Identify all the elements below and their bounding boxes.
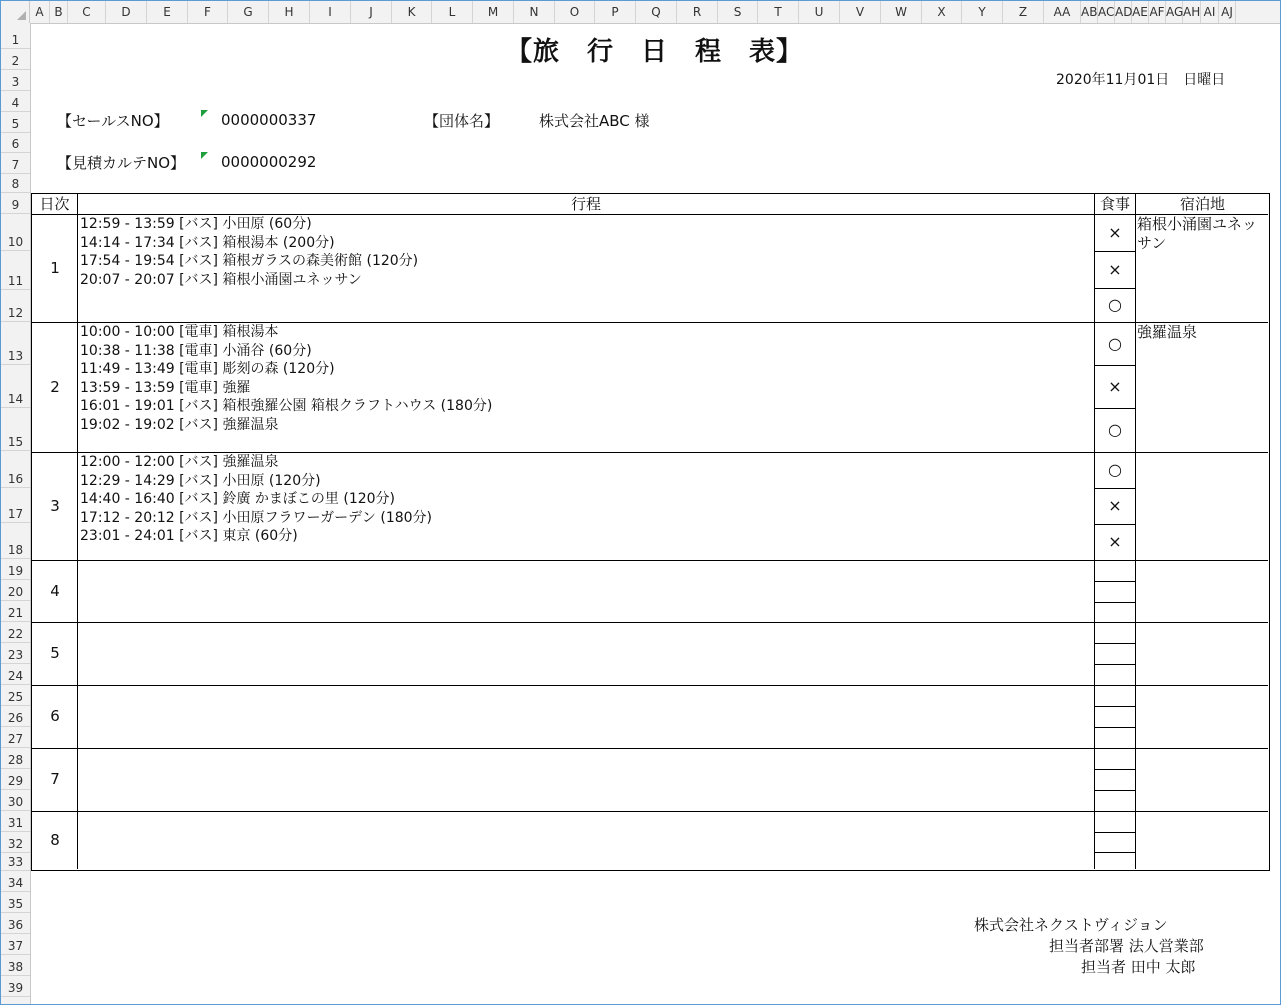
day-number: 8 [50, 831, 60, 849]
column-header-ac[interactable]: AC [1098, 1, 1115, 23]
meal-mark[interactable] [1095, 852, 1135, 869]
column-header-e[interactable]: E [147, 1, 188, 23]
row-header-25[interactable]: 25 [1, 685, 30, 706]
meal-mark[interactable] [1095, 769, 1135, 790]
column-header-u[interactable]: U [799, 1, 840, 23]
meal-mark[interactable] [1095, 643, 1135, 664]
column-header-d[interactable]: D [106, 1, 147, 23]
select-all-corner[interactable] [1, 1, 30, 23]
schedule-date: 2020年11月01日 日曜日 [1056, 72, 1226, 88]
day-row-divider [32, 560, 1268, 561]
column-header-t[interactable]: T [758, 1, 799, 23]
row-header-28[interactable]: 28 [1, 748, 30, 769]
itinerary-line[interactable]: 12:59 - 13:59 [バス] 小田原 (60分) [80, 216, 312, 232]
row-header-22[interactable]: 22 [1, 622, 30, 643]
itinerary-line[interactable]: 17:54 - 19:54 [バス] 箱根ガラスの森美術館 (120分) [80, 253, 419, 270]
row-header-32[interactable]: 32 [1, 832, 30, 853]
row-header-4[interactable]: 4 [1, 91, 30, 112]
column-header-g[interactable]: G [228, 1, 269, 23]
row-header-37[interactable]: 37 [1, 934, 30, 955]
column-header-f[interactable]: F [188, 1, 228, 23]
meal-mark[interactable]: × [1108, 260, 1122, 279]
row-header-24[interactable]: 24 [1, 664, 30, 685]
column-header-v[interactable]: V [840, 1, 881, 23]
row-header-3[interactable]: 3 [1, 70, 30, 91]
meal-mark[interactable] [1095, 832, 1135, 852]
header-meal: 食事 [1099, 195, 1130, 213]
lodging-cell[interactable]: 箱根小涌園ユネッサン [1137, 215, 1258, 252]
meal-column-right-divider [1135, 194, 1136, 869]
itinerary-line[interactable]: 12:00 - 12:00 [バス] 強羅温泉 [80, 454, 279, 470]
meal-mark[interactable]: ○ [1108, 295, 1122, 314]
column-header-k[interactable]: K [392, 1, 432, 23]
group-name-value[interactable]: 株式会社ABC 様 [539, 112, 650, 130]
estimate-no-label: 【見積カルテNO】 [57, 154, 186, 172]
row-header-16[interactable]: 16 [1, 451, 30, 488]
column-header-r[interactable]: R [677, 1, 718, 23]
column-header-ag[interactable]: AG [1166, 1, 1183, 23]
itinerary-line[interactable]: 13:59 - 13:59 [電車] 強羅 [80, 379, 251, 396]
column-header-ah[interactable]: AH [1183, 1, 1201, 23]
meal-mark[interactable] [1095, 727, 1135, 748]
column-header-l[interactable]: L [432, 1, 473, 23]
day-number: 7 [50, 770, 60, 788]
row-header-2[interactable]: 2 [1, 49, 30, 70]
row-header-6[interactable]: 6 [1, 133, 30, 153]
row-header-30[interactable]: 30 [1, 790, 30, 811]
row-header-15[interactable]: 15 [1, 408, 30, 451]
column-header-ad[interactable]: AD [1115, 1, 1132, 23]
row-header-14[interactable]: 14 [1, 365, 30, 408]
column-header-bar [1, 1, 1280, 24]
meal-mark[interactable]: ○ [1108, 420, 1122, 439]
row-header-7[interactable]: 7 [1, 153, 30, 174]
row-header-11[interactable]: 11 [1, 251, 30, 290]
row-header-9[interactable]: 9 [1, 193, 30, 214]
footer-department: 担当者部署 法人営業部 [1049, 937, 1204, 955]
day-row-divider [32, 811, 1268, 812]
header-lodging: 宿泊地 [1179, 195, 1225, 213]
cell-error-indicator [201, 152, 208, 159]
meal-mark[interactable] [1095, 664, 1135, 685]
column-header-q[interactable]: Q [636, 1, 677, 23]
column-header-h[interactable]: H [269, 1, 310, 23]
row-header-38[interactable]: 38 [1, 955, 30, 976]
column-header-af[interactable]: AF [1149, 1, 1166, 23]
schedule-table [31, 193, 1270, 871]
column-header-n[interactable]: N [514, 1, 555, 23]
row-header-8[interactable]: 8 [1, 174, 30, 193]
estimate-no-value[interactable]: 0000000292 [221, 153, 317, 171]
row-header-34[interactable]: 34 [1, 871, 30, 892]
meal-mark[interactable] [1095, 560, 1135, 581]
footer-company: 株式会社ネクストヴィジョン [974, 916, 1168, 934]
column-header-c[interactable]: C [68, 1, 106, 23]
column-header-j[interactable]: J [351, 1, 392, 23]
column-header-p[interactable]: P [595, 1, 636, 23]
column-header-y[interactable]: Y [962, 1, 1003, 23]
row-header-35[interactable]: 35 [1, 892, 30, 913]
row-header-1[interactable]: 1 [1, 28, 30, 49]
row-header-27[interactable]: 27 [1, 727, 30, 748]
row-header-13[interactable]: 13 [1, 322, 30, 365]
itinerary-line[interactable]: 10:38 - 11:38 [電車] 小涌谷 (60分) [80, 342, 312, 359]
meal-mark[interactable]: × [1108, 223, 1122, 242]
sales-no-label: 【セールスNO】 [57, 112, 169, 130]
day-row-divider [32, 622, 1268, 623]
row-header-18[interactable]: 18 [1, 523, 30, 559]
row-header-12[interactable]: 12 [1, 290, 30, 322]
column-header-s[interactable]: S [718, 1, 758, 23]
footer-person: 担当者 田中 太郎 [1081, 958, 1196, 976]
row-header-10[interactable]: 10 [1, 214, 30, 251]
row-header-bar [1, 23, 31, 1005]
row-header-5[interactable]: 5 [1, 112, 30, 133]
day-number: 3 [50, 497, 60, 515]
column-header-ai[interactable]: AI [1201, 1, 1219, 23]
column-header-x[interactable]: X [922, 1, 962, 23]
row-header-36[interactable]: 36 [1, 913, 30, 934]
column-header-z[interactable]: Z [1003, 1, 1044, 23]
meal-mark[interactable]: × [1108, 377, 1122, 396]
day-number: 1 [50, 259, 60, 277]
column-header-b[interactable]: B [50, 1, 68, 23]
group-name-label: 【団体名】 [424, 112, 500, 130]
day-number: 2 [50, 378, 60, 396]
row-header-29[interactable]: 29 [1, 769, 30, 790]
meal-mark[interactable] [1095, 581, 1135, 602]
day-number: 5 [50, 644, 60, 662]
itinerary-line[interactable]: 19:02 - 19:02 [バス] 強羅温泉 [80, 417, 279, 433]
meal-mark[interactable] [1095, 622, 1135, 643]
row-header-19[interactable]: 19 [1, 559, 30, 580]
itinerary-line[interactable]: 16:01 - 19:01 [バス] 箱根強羅公園 箱根クラフトハウス (180分) [80, 398, 493, 415]
lodging-cell[interactable]: 強羅温泉 [1137, 323, 1198, 341]
row-header-23[interactable]: 23 [1, 643, 30, 664]
itinerary-line[interactable]: 20:07 - 20:07 [バス] 箱根小涌園ユネッサン [80, 271, 362, 288]
meal-mark[interactable]: ○ [1108, 460, 1122, 479]
meal-mark[interactable] [1095, 748, 1135, 769]
row-header-31[interactable]: 31 [1, 811, 30, 832]
column-header-i[interactable]: I [310, 1, 351, 23]
header-itinerary: 行程 [570, 195, 601, 213]
header-day: 日次 [39, 195, 70, 213]
row-header-26[interactable]: 26 [1, 706, 30, 727]
column-header-ab[interactable]: AB [1081, 1, 1098, 23]
meal-mark[interactable]: × [1108, 532, 1122, 551]
day-number: 6 [50, 707, 60, 725]
column-header-a[interactable]: A [30, 1, 50, 23]
row-header-17[interactable]: 17 [1, 488, 30, 523]
itinerary-line[interactable]: 14:14 - 17:34 [バス] 箱根湯本 (200分) [80, 234, 335, 251]
meal-mark[interactable] [1095, 790, 1135, 811]
column-header-aa[interactable]: AA [1044, 1, 1081, 23]
meal-mark[interactable]: × [1108, 496, 1122, 515]
itinerary-line[interactable]: 12:29 - 14:29 [バス] 小田原 (120分) [80, 472, 321, 489]
meal-mark[interactable]: ○ [1108, 334, 1122, 353]
row-header-33[interactable]: 33 [1, 853, 30, 871]
column-header-m[interactable]: M [473, 1, 514, 23]
itinerary-line[interactable]: 10:00 - 10:00 [電車] 箱根湯本 [80, 324, 279, 340]
row-header-21[interactable]: 21 [1, 601, 30, 622]
column-header-ae[interactable]: AE [1132, 1, 1149, 23]
column-header-w[interactable]: W [881, 1, 922, 23]
itinerary-line[interactable]: 17:12 - 20:12 [バス] 小田原フラワーガーデン (180分) [80, 509, 433, 526]
row-header-20[interactable]: 20 [1, 580, 30, 601]
sheet-title: 【旅 行 日 程 表】 [506, 37, 804, 67]
day-row-divider [32, 685, 1268, 686]
column-header-o[interactable]: O [555, 1, 595, 23]
column-header-aj[interactable]: AJ [1219, 1, 1236, 23]
cell-error-indicator [201, 110, 208, 117]
itinerary-line[interactable]: 23:01 - 24:01 [バス] 東京 (60分) [80, 528, 298, 545]
row-header-39[interactable]: 39 [1, 976, 30, 997]
meal-mark[interactable] [1095, 706, 1135, 727]
itinerary-line[interactable]: 11:49 - 13:49 [電車] 彫刻の森 (120分) [80, 361, 335, 378]
day-number: 4 [50, 582, 60, 600]
meal-mark[interactable] [1095, 811, 1135, 832]
day-row-divider [32, 748, 1268, 749]
sales-no-value[interactable]: 0000000337 [221, 111, 317, 129]
meal-mark[interactable] [1095, 602, 1135, 622]
meal-mark[interactable] [1095, 685, 1135, 706]
itinerary-line[interactable]: 14:40 - 16:40 [バス] 鈴廣 かまぼこの里 (120分) [80, 491, 396, 508]
